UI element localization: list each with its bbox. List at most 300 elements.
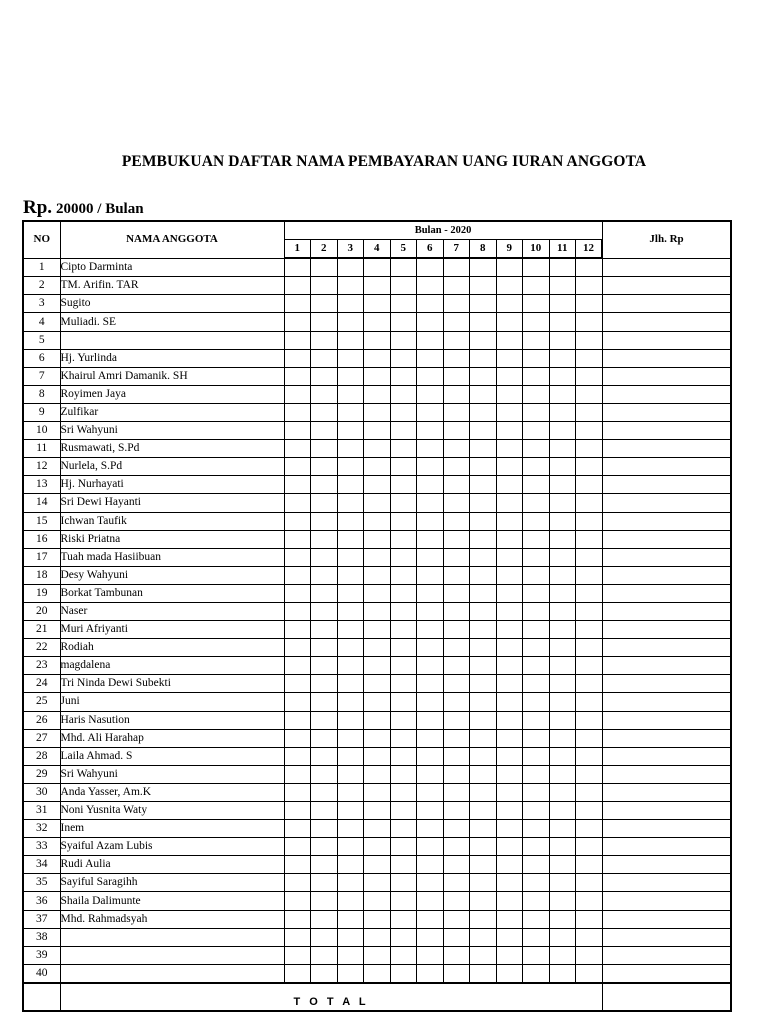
payment-cell-month-8[interactable] <box>470 295 497 313</box>
payment-cell-month-1[interactable] <box>284 494 311 512</box>
payment-cell-month-8[interactable] <box>470 693 497 711</box>
payment-cell-month-4[interactable] <box>364 657 391 675</box>
payment-cell-month-2[interactable] <box>311 566 338 584</box>
payment-cell-month-6[interactable] <box>417 729 444 747</box>
payment-cell-month-1[interactable] <box>284 422 311 440</box>
payment-cell-month-10[interactable] <box>523 765 550 783</box>
payment-cell-month-5[interactable] <box>390 675 417 693</box>
payment-cell-month-8[interactable] <box>470 512 497 530</box>
payment-cell-month-9[interactable] <box>496 783 523 801</box>
payment-cell-month-11[interactable] <box>549 277 576 295</box>
member-total-cell[interactable] <box>602 892 731 910</box>
payment-cell-month-10[interactable] <box>523 440 550 458</box>
payment-cell-month-12[interactable] <box>576 693 603 711</box>
member-total-cell[interactable] <box>602 258 731 277</box>
payment-cell-month-7[interactable] <box>443 838 470 856</box>
payment-cell-month-2[interactable] <box>311 584 338 602</box>
payment-cell-month-9[interactable] <box>496 422 523 440</box>
payment-cell-month-12[interactable] <box>576 802 603 820</box>
payment-cell-month-10[interactable] <box>523 476 550 494</box>
member-total-cell[interactable] <box>602 783 731 801</box>
payment-cell-month-12[interactable] <box>576 385 603 403</box>
payment-cell-month-4[interactable] <box>364 892 391 910</box>
payment-cell-month-8[interactable] <box>470 657 497 675</box>
payment-cell-month-12[interactable] <box>576 494 603 512</box>
payment-cell-month-9[interactable] <box>496 349 523 367</box>
member-total-cell[interactable] <box>602 530 731 548</box>
payment-cell-month-8[interactable] <box>470 349 497 367</box>
payment-cell-month-7[interactable] <box>443 765 470 783</box>
payment-cell-month-7[interactable] <box>443 385 470 403</box>
payment-cell-month-1[interactable] <box>284 331 311 349</box>
payment-cell-month-7[interactable] <box>443 476 470 494</box>
payment-cell-month-2[interactable] <box>311 458 338 476</box>
payment-cell-month-6[interactable] <box>417 783 444 801</box>
payment-cell-month-11[interactable] <box>549 747 576 765</box>
payment-cell-month-5[interactable] <box>390 530 417 548</box>
payment-cell-month-11[interactable] <box>549 874 576 892</box>
payment-cell-month-4[interactable] <box>364 675 391 693</box>
payment-cell-month-6[interactable] <box>417 711 444 729</box>
payment-cell-month-5[interactable] <box>390 584 417 602</box>
payment-cell-month-8[interactable] <box>470 440 497 458</box>
payment-cell-month-10[interactable] <box>523 747 550 765</box>
payment-cell-month-9[interactable] <box>496 711 523 729</box>
payment-cell-month-5[interactable] <box>390 657 417 675</box>
payment-cell-month-5[interactable] <box>390 349 417 367</box>
payment-cell-month-12[interactable] <box>576 747 603 765</box>
member-total-cell[interactable] <box>602 856 731 874</box>
payment-cell-month-3[interactable] <box>337 621 364 639</box>
member-total-cell[interactable] <box>602 476 731 494</box>
payment-cell-month-4[interactable] <box>364 512 391 530</box>
payment-cell-month-9[interactable] <box>496 729 523 747</box>
member-total-cell[interactable] <box>602 802 731 820</box>
payment-cell-month-9[interactable] <box>496 584 523 602</box>
payment-cell-month-10[interactable] <box>523 349 550 367</box>
member-total-cell[interactable] <box>602 458 731 476</box>
payment-cell-month-1[interactable] <box>284 802 311 820</box>
payment-cell-month-9[interactable] <box>496 295 523 313</box>
payment-cell-month-6[interactable] <box>417 802 444 820</box>
payment-cell-month-2[interactable] <box>311 892 338 910</box>
payment-cell-month-5[interactable] <box>390 494 417 512</box>
payment-cell-month-9[interactable] <box>496 747 523 765</box>
payment-cell-month-2[interactable] <box>311 313 338 331</box>
payment-cell-month-4[interactable] <box>364 783 391 801</box>
payment-cell-month-12[interactable] <box>576 512 603 530</box>
payment-cell-month-3[interactable] <box>337 385 364 403</box>
payment-cell-month-2[interactable] <box>311 856 338 874</box>
payment-cell-month-1[interactable] <box>284 729 311 747</box>
payment-cell-month-12[interactable] <box>576 711 603 729</box>
payment-cell-month-3[interactable] <box>337 657 364 675</box>
payment-cell-month-5[interactable] <box>390 566 417 584</box>
payment-cell-month-9[interactable] <box>496 331 523 349</box>
payment-cell-month-8[interactable] <box>470 422 497 440</box>
payment-cell-month-1[interactable] <box>284 367 311 385</box>
payment-cell-month-9[interactable] <box>496 910 523 928</box>
payment-cell-month-9[interactable] <box>496 856 523 874</box>
payment-cell-month-6[interactable] <box>417 874 444 892</box>
payment-cell-month-10[interactable] <box>523 711 550 729</box>
payment-cell-month-4[interactable] <box>364 295 391 313</box>
payment-cell-month-8[interactable] <box>470 602 497 620</box>
payment-cell-month-3[interactable] <box>337 494 364 512</box>
payment-cell-month-9[interactable] <box>496 476 523 494</box>
payment-cell-month-2[interactable] <box>311 548 338 566</box>
payment-cell-month-1[interactable] <box>284 783 311 801</box>
payment-cell-month-12[interactable] <box>576 440 603 458</box>
payment-cell-month-7[interactable] <box>443 277 470 295</box>
payment-cell-month-3[interactable] <box>337 512 364 530</box>
payment-cell-month-12[interactable] <box>576 621 603 639</box>
payment-cell-month-2[interactable] <box>311 910 338 928</box>
payment-cell-month-2[interactable] <box>311 783 338 801</box>
payment-cell-month-10[interactable] <box>523 910 550 928</box>
payment-cell-month-4[interactable] <box>364 874 391 892</box>
payment-cell-month-11[interactable] <box>549 548 576 566</box>
payment-cell-month-3[interactable] <box>337 856 364 874</box>
payment-cell-month-11[interactable] <box>549 765 576 783</box>
payment-cell-month-5[interactable] <box>390 331 417 349</box>
payment-cell-month-3[interactable] <box>337 639 364 657</box>
payment-cell-month-9[interactable] <box>496 602 523 620</box>
payment-cell-month-4[interactable] <box>364 621 391 639</box>
payment-cell-month-4[interactable] <box>364 530 391 548</box>
payment-cell-month-3[interactable] <box>337 403 364 421</box>
payment-cell-month-11[interactable] <box>549 928 576 946</box>
payment-cell-month-1[interactable] <box>284 602 311 620</box>
member-total-cell[interactable] <box>602 422 731 440</box>
payment-cell-month-2[interactable] <box>311 693 338 711</box>
member-total-cell[interactable] <box>602 838 731 856</box>
payment-cell-month-10[interactable] <box>523 783 550 801</box>
payment-cell-month-8[interactable] <box>470 964 497 983</box>
payment-cell-month-6[interactable] <box>417 494 444 512</box>
payment-cell-month-5[interactable] <box>390 946 417 964</box>
payment-cell-month-1[interactable] <box>284 693 311 711</box>
payment-cell-month-7[interactable] <box>443 946 470 964</box>
payment-cell-month-7[interactable] <box>443 910 470 928</box>
payment-cell-month-1[interactable] <box>284 910 311 928</box>
payment-cell-month-1[interactable] <box>284 820 311 838</box>
payment-cell-month-10[interactable] <box>523 928 550 946</box>
payment-cell-month-11[interactable] <box>549 729 576 747</box>
payment-cell-month-3[interactable] <box>337 729 364 747</box>
payment-cell-month-3[interactable] <box>337 566 364 584</box>
payment-cell-month-11[interactable] <box>549 385 576 403</box>
payment-cell-month-7[interactable] <box>443 820 470 838</box>
payment-cell-month-8[interactable] <box>470 313 497 331</box>
payment-cell-month-9[interactable] <box>496 403 523 421</box>
payment-cell-month-6[interactable] <box>417 765 444 783</box>
payment-cell-month-3[interactable] <box>337 440 364 458</box>
member-total-cell[interactable] <box>602 747 731 765</box>
payment-cell-month-4[interactable] <box>364 313 391 331</box>
payment-cell-month-12[interactable] <box>576 820 603 838</box>
payment-cell-month-10[interactable] <box>523 566 550 584</box>
payment-cell-month-6[interactable] <box>417 964 444 983</box>
payment-cell-month-4[interactable] <box>364 802 391 820</box>
payment-cell-month-5[interactable] <box>390 476 417 494</box>
payment-cell-month-3[interactable] <box>337 910 364 928</box>
payment-cell-month-7[interactable] <box>443 711 470 729</box>
payment-cell-month-11[interactable] <box>549 657 576 675</box>
payment-cell-month-10[interactable] <box>523 675 550 693</box>
payment-cell-month-1[interactable] <box>284 928 311 946</box>
payment-cell-month-10[interactable] <box>523 946 550 964</box>
payment-cell-month-3[interactable] <box>337 747 364 765</box>
payment-cell-month-4[interactable] <box>364 820 391 838</box>
payment-cell-month-1[interactable] <box>284 385 311 403</box>
payment-cell-month-11[interactable] <box>549 820 576 838</box>
payment-cell-month-5[interactable] <box>390 458 417 476</box>
payment-cell-month-5[interactable] <box>390 693 417 711</box>
payment-cell-month-3[interactable] <box>337 946 364 964</box>
payment-cell-month-2[interactable] <box>311 512 338 530</box>
payment-cell-month-4[interactable] <box>364 548 391 566</box>
payment-cell-month-8[interactable] <box>470 820 497 838</box>
payment-cell-month-5[interactable] <box>390 422 417 440</box>
payment-cell-month-5[interactable] <box>390 602 417 620</box>
payment-cell-month-1[interactable] <box>284 874 311 892</box>
payment-cell-month-10[interactable] <box>523 657 550 675</box>
payment-cell-month-3[interactable] <box>337 802 364 820</box>
payment-cell-month-5[interactable] <box>390 802 417 820</box>
payment-cell-month-1[interactable] <box>284 964 311 983</box>
member-total-cell[interactable] <box>602 910 731 928</box>
payment-cell-month-4[interactable] <box>364 946 391 964</box>
payment-cell-month-11[interactable] <box>549 838 576 856</box>
payment-cell-month-9[interactable] <box>496 874 523 892</box>
payment-cell-month-1[interactable] <box>284 621 311 639</box>
payment-cell-month-1[interactable] <box>284 765 311 783</box>
payment-cell-month-4[interactable] <box>364 765 391 783</box>
payment-cell-month-3[interactable] <box>337 530 364 548</box>
payment-cell-month-9[interactable] <box>496 675 523 693</box>
payment-cell-month-2[interactable] <box>311 440 338 458</box>
payment-cell-month-6[interactable] <box>417 675 444 693</box>
member-total-cell[interactable] <box>602 548 731 566</box>
payment-cell-month-6[interactable] <box>417 946 444 964</box>
payment-cell-month-1[interactable] <box>284 838 311 856</box>
member-total-cell[interactable] <box>602 331 731 349</box>
payment-cell-month-5[interactable] <box>390 783 417 801</box>
payment-cell-month-9[interactable] <box>496 512 523 530</box>
payment-cell-month-11[interactable] <box>549 331 576 349</box>
payment-cell-month-11[interactable] <box>549 476 576 494</box>
payment-cell-month-7[interactable] <box>443 258 470 277</box>
payment-cell-month-7[interactable] <box>443 856 470 874</box>
payment-cell-month-2[interactable] <box>311 928 338 946</box>
payment-cell-month-7[interactable] <box>443 295 470 313</box>
payment-cell-month-6[interactable] <box>417 440 444 458</box>
payment-cell-month-12[interactable] <box>576 349 603 367</box>
payment-cell-month-11[interactable] <box>549 458 576 476</box>
payment-cell-month-6[interactable] <box>417 566 444 584</box>
payment-cell-month-8[interactable] <box>470 946 497 964</box>
payment-cell-month-2[interactable] <box>311 675 338 693</box>
payment-cell-month-6[interactable] <box>417 928 444 946</box>
payment-cell-month-12[interactable] <box>576 675 603 693</box>
payment-cell-month-12[interactable] <box>576 729 603 747</box>
payment-cell-month-12[interactable] <box>576 584 603 602</box>
payment-cell-month-12[interactable] <box>576 422 603 440</box>
payment-cell-month-6[interactable] <box>417 385 444 403</box>
payment-cell-month-1[interactable] <box>284 856 311 874</box>
payment-cell-month-3[interactable] <box>337 367 364 385</box>
payment-cell-month-5[interactable] <box>390 874 417 892</box>
payment-cell-month-12[interactable] <box>576 910 603 928</box>
member-total-cell[interactable] <box>602 711 731 729</box>
payment-cell-month-10[interactable] <box>523 639 550 657</box>
payment-cell-month-9[interactable] <box>496 277 523 295</box>
payment-cell-month-2[interactable] <box>311 946 338 964</box>
payment-cell-month-3[interactable] <box>337 783 364 801</box>
payment-cell-month-9[interactable] <box>496 928 523 946</box>
payment-cell-month-4[interactable] <box>364 910 391 928</box>
payment-cell-month-1[interactable] <box>284 313 311 331</box>
payment-cell-month-3[interactable] <box>337 548 364 566</box>
payment-cell-month-8[interactable] <box>470 783 497 801</box>
payment-cell-month-1[interactable] <box>284 349 311 367</box>
member-total-cell[interactable] <box>602 602 731 620</box>
payment-cell-month-7[interactable] <box>443 422 470 440</box>
payment-cell-month-3[interactable] <box>337 584 364 602</box>
payment-cell-month-9[interactable] <box>496 313 523 331</box>
payment-cell-month-10[interactable] <box>523 584 550 602</box>
payment-cell-month-8[interactable] <box>470 367 497 385</box>
payment-cell-month-10[interactable] <box>523 964 550 983</box>
payment-cell-month-2[interactable] <box>311 494 338 512</box>
payment-cell-month-2[interactable] <box>311 639 338 657</box>
payment-cell-month-4[interactable] <box>364 747 391 765</box>
payment-cell-month-11[interactable] <box>549 512 576 530</box>
payment-cell-month-11[interactable] <box>549 910 576 928</box>
payment-cell-month-12[interactable] <box>576 874 603 892</box>
payment-cell-month-8[interactable] <box>470 639 497 657</box>
payment-cell-month-5[interactable] <box>390 711 417 729</box>
payment-cell-month-1[interactable] <box>284 892 311 910</box>
payment-cell-month-5[interactable] <box>390 729 417 747</box>
payment-cell-month-12[interactable] <box>576 838 603 856</box>
payment-cell-month-10[interactable] <box>523 548 550 566</box>
member-total-cell[interactable] <box>602 693 731 711</box>
payment-cell-month-7[interactable] <box>443 928 470 946</box>
payment-cell-month-8[interactable] <box>470 711 497 729</box>
payment-cell-month-4[interactable] <box>364 258 391 277</box>
payment-cell-month-4[interactable] <box>364 403 391 421</box>
payment-cell-month-2[interactable] <box>311 295 338 313</box>
payment-cell-month-7[interactable] <box>443 783 470 801</box>
payment-cell-month-11[interactable] <box>549 422 576 440</box>
member-total-cell[interactable] <box>602 675 731 693</box>
payment-cell-month-3[interactable] <box>337 675 364 693</box>
member-total-cell[interactable] <box>602 928 731 946</box>
payment-cell-month-3[interactable] <box>337 874 364 892</box>
payment-cell-month-7[interactable] <box>443 892 470 910</box>
payment-cell-month-2[interactable] <box>311 765 338 783</box>
payment-cell-month-11[interactable] <box>549 856 576 874</box>
payment-cell-month-2[interactable] <box>311 838 338 856</box>
payment-cell-month-9[interactable] <box>496 367 523 385</box>
payment-cell-month-3[interactable] <box>337 765 364 783</box>
payment-cell-month-12[interactable] <box>576 765 603 783</box>
payment-cell-month-8[interactable] <box>470 494 497 512</box>
member-total-cell[interactable] <box>602 657 731 675</box>
payment-cell-month-3[interactable] <box>337 838 364 856</box>
member-total-cell[interactable] <box>602 385 731 403</box>
payment-cell-month-7[interactable] <box>443 331 470 349</box>
payment-cell-month-8[interactable] <box>470 530 497 548</box>
payment-cell-month-6[interactable] <box>417 892 444 910</box>
payment-cell-month-9[interactable] <box>496 494 523 512</box>
payment-cell-month-3[interactable] <box>337 277 364 295</box>
payment-cell-month-1[interactable] <box>284 403 311 421</box>
payment-cell-month-6[interactable] <box>417 313 444 331</box>
payment-cell-month-5[interactable] <box>390 313 417 331</box>
payment-cell-month-6[interactable] <box>417 639 444 657</box>
payment-cell-month-5[interactable] <box>390 765 417 783</box>
payment-cell-month-4[interactable] <box>364 693 391 711</box>
payment-cell-month-1[interactable] <box>284 277 311 295</box>
payment-cell-month-2[interactable] <box>311 349 338 367</box>
payment-cell-month-5[interactable] <box>390 820 417 838</box>
payment-cell-month-11[interactable] <box>549 258 576 277</box>
payment-cell-month-11[interactable] <box>549 584 576 602</box>
member-total-cell[interactable] <box>602 820 731 838</box>
payment-cell-month-2[interactable] <box>311 747 338 765</box>
payment-cell-month-6[interactable] <box>417 621 444 639</box>
payment-cell-month-7[interactable] <box>443 512 470 530</box>
payment-cell-month-9[interactable] <box>496 964 523 983</box>
payment-cell-month-12[interactable] <box>576 964 603 983</box>
payment-cell-month-8[interactable] <box>470 403 497 421</box>
payment-cell-month-1[interactable] <box>284 530 311 548</box>
payment-cell-month-5[interactable] <box>390 403 417 421</box>
payment-cell-month-3[interactable] <box>337 313 364 331</box>
payment-cell-month-2[interactable] <box>311 729 338 747</box>
payment-cell-month-11[interactable] <box>549 675 576 693</box>
payment-cell-month-7[interactable] <box>443 403 470 421</box>
payment-cell-month-3[interactable] <box>337 820 364 838</box>
payment-cell-month-8[interactable] <box>470 928 497 946</box>
member-total-cell[interactable] <box>602 639 731 657</box>
payment-cell-month-10[interactable] <box>523 621 550 639</box>
payment-cell-month-4[interactable] <box>364 494 391 512</box>
member-total-cell[interactable] <box>602 367 731 385</box>
payment-cell-month-7[interactable] <box>443 964 470 983</box>
payment-cell-month-12[interactable] <box>576 367 603 385</box>
payment-cell-month-2[interactable] <box>311 621 338 639</box>
payment-cell-month-7[interactable] <box>443 530 470 548</box>
payment-cell-month-8[interactable] <box>470 675 497 693</box>
payment-cell-month-5[interactable] <box>390 747 417 765</box>
payment-cell-month-2[interactable] <box>311 802 338 820</box>
payment-cell-month-11[interactable] <box>549 349 576 367</box>
payment-cell-month-9[interactable] <box>496 946 523 964</box>
payment-cell-month-3[interactable] <box>337 476 364 494</box>
payment-cell-month-2[interactable] <box>311 874 338 892</box>
payment-cell-month-9[interactable] <box>496 440 523 458</box>
payment-cell-month-1[interactable] <box>284 747 311 765</box>
payment-cell-month-6[interactable] <box>417 910 444 928</box>
payment-cell-month-6[interactable] <box>417 422 444 440</box>
payment-cell-month-10[interactable] <box>523 331 550 349</box>
payment-cell-month-6[interactable] <box>417 476 444 494</box>
member-total-cell[interactable] <box>602 621 731 639</box>
